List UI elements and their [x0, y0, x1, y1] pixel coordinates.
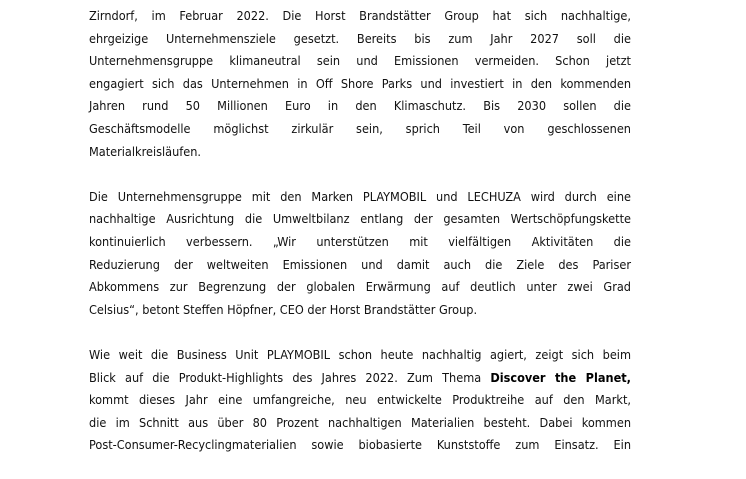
- text-line: Reduzierung der weltweiten Emissionen und damit auch die Ziele des Pariser: [89, 256, 631, 272]
- text-line: Celsius“, betont Steffen Höpfner, CEO der Horst Brandstätter Group.: [89, 301, 478, 317]
- text-line: Jahren rund 50 Millionen Euro in den Klimaschutz. Bis 2030 sollen die: [89, 98, 631, 114]
- text-line: Zirndorf, im Februar 2022. Die Horst Brandstätter Group hat sich nachhaltige,: [89, 8, 631, 23]
- text-line: kontinuierlich verbessern. „Wir unterstützen mit vielfältigen Aktivitäten die: [89, 233, 631, 249]
- text-line: Wie weit die Business Unit PLAYMOBIL schon heute nachhaltig agiert, zeigt sich beim: [89, 346, 631, 362]
- paragraph-playmobil: [89, 344, 631, 457]
- document-page: [89, 5, 631, 479]
- paragraph-brands: [89, 186, 631, 322]
- text-line: [89, 367, 631, 390]
- text-line: nachhaltige Ausrichtung die Umweltbilanz entlang der gesamten Wertschöpfungskette: [89, 211, 631, 227]
- text-line: kommt dieses Jahr eine umfangreiche, neu entwickelte Produktreihe auf den Markt,: [89, 392, 631, 408]
- text-line: Materialkreisläufen.: [89, 143, 202, 159]
- text-line: Abkommens zur Begrenzung der globalen Erwärmung auf deutlich unter zwei Grad: [89, 279, 631, 295]
- text-line: Unternehmensgruppe klimaneutral sein und Emissionen vermeiden. Schon jetzt: [89, 53, 631, 69]
- text-line: ehrgeizige Unternehmensziele gesetzt. Bereits bis zum Jahr 2027 soll die: [89, 30, 631, 46]
- text-run: Blick auf die Produkt-Highlights des Jahres 2022. Zum Thema: [89, 369, 491, 385]
- text-line: die im Schnitt aus über 80 Prozent nachhaltigen Materialien besteht. Dabei kommen: [89, 414, 631, 430]
- text-line: Geschäftsmodelle möglichst zirkulär sein, sprich Teil von geschlossenen: [89, 120, 631, 136]
- text-line: engagiert sich das Unternehmen in Off Shore Parks und investiert in den kommenden: [89, 75, 631, 91]
- text-line: Die Unternehmensgruppe mit den Marken PLAYMOBIL und LECHUZA wird durch eine: [89, 188, 631, 204]
- highlight-discover-the-planet: Discover the Planet,: [490, 369, 631, 385]
- paragraph-intro: [89, 5, 631, 163]
- text-line: Post-Consumer-Recyclingmaterialien sowie biobasierte Kunststoffe zum Einsatz. Ein: [89, 437, 631, 453]
